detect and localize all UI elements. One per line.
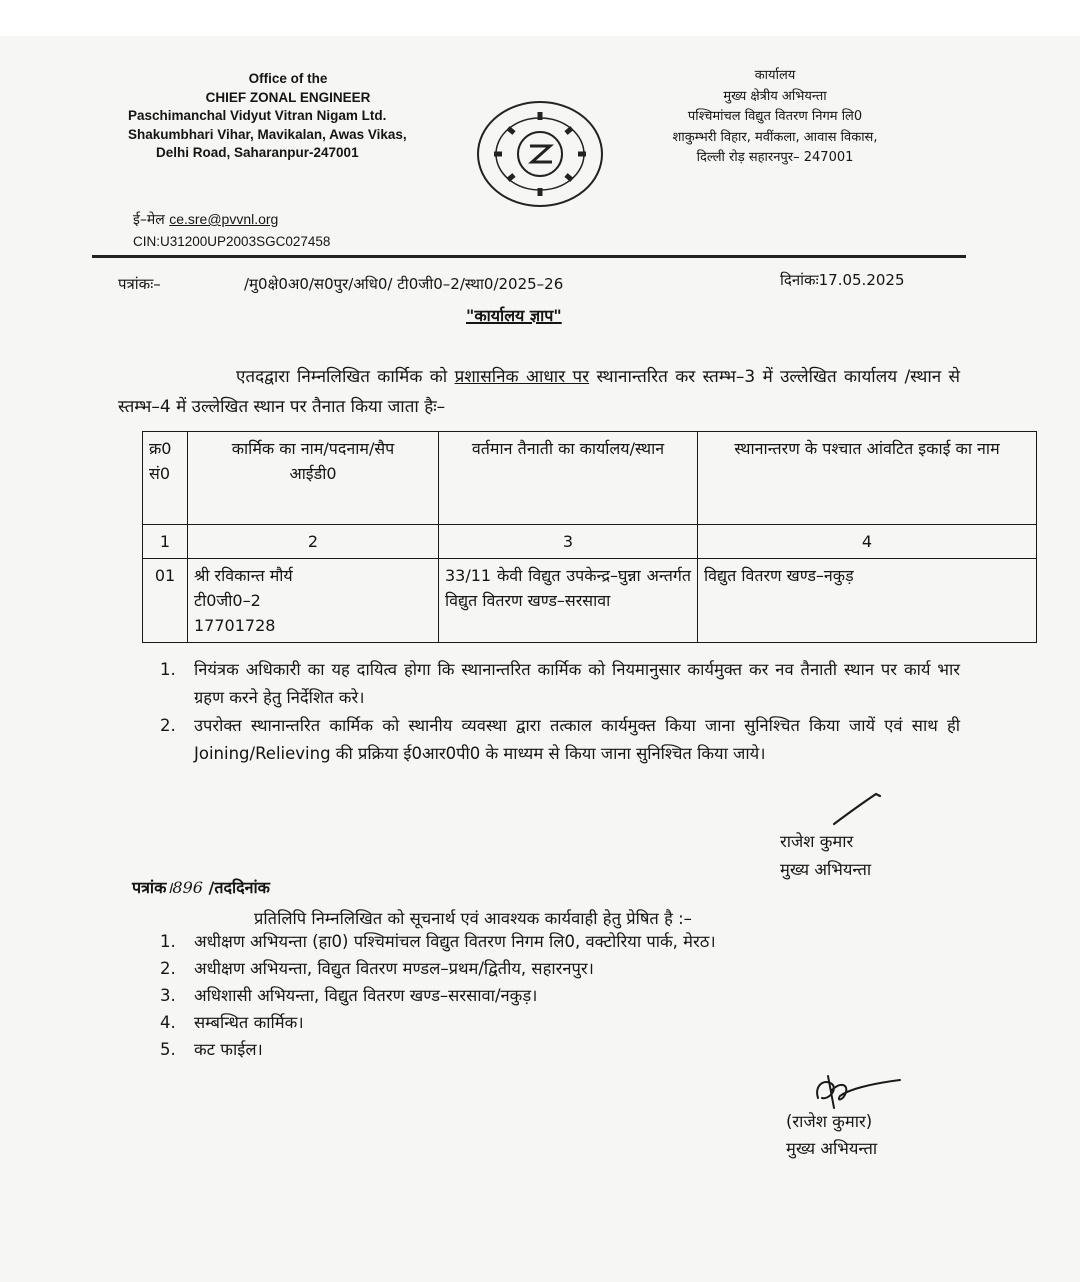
signatory-1-name: राजेश कुमार [780, 832, 854, 851]
intro-paragraph: एतदद्वारा निम्नलिखित कार्मिक को प्रशासनिक आधार पर स्थानान्तरित कर स्तम्भ–3 में उल्लेखित कार्यालय /स्थान से स्तम्भ–4 में उल्लेखित स्थान पर तैनात किया जाता हैः– [118, 367, 961, 417]
hindi-address-line-2: दिल्ली रोड़ सहारनपुर– 247001 [696, 150, 854, 165]
header-current-posting: वर्तमान तैनाती का कार्यालय/स्थान [439, 432, 698, 525]
list-item: 4. सम्बन्धित कार्मिक। [160, 1013, 304, 1032]
signatory-1 [780, 828, 871, 884]
hindi-chief-engineer: मुख्य क्षेत्रीय अभियन्ता [723, 88, 827, 104]
instruction-list [160, 656, 960, 768]
signature-mark-1 [772, 790, 892, 830]
table-row [143, 559, 1037, 643]
hindi-office-label: कार्यालय [754, 68, 796, 83]
company-name: Paschimanchal Vidyut Vitran Nigam Ltd. [128, 108, 387, 123]
row-new-unit: विद्युत वितरण खण्ड–नकुड़ [698, 559, 1037, 643]
intro-underlined: प्रशासनिक आधार पर [454, 367, 590, 387]
table-column-number-row [143, 525, 1037, 559]
pvvnl-seal-icon [474, 98, 606, 210]
table-header-row [143, 432, 1037, 525]
email-label: ई–मेल [133, 212, 165, 228]
col-num-4: 4 [698, 525, 1037, 559]
signatory-2 [786, 1108, 877, 1162]
hindi-company-name: पश्चिमांचल विद्युत वितरण निगम लि0 [687, 109, 863, 124]
row-employee [188, 559, 439, 643]
cin-number: CIN:U31200UP2003SGC027458 [133, 234, 331, 249]
address-line-1: Shakumbhari Vihar, Mavikalan, Awas Vikas, [128, 126, 407, 142]
memo-title: "कार्यालय ज्ञाप" [466, 306, 562, 325]
list-item: 2. उपरोक्त स्थानान्तरित कार्मिक को स्थानीय व्यवस्था द्वारा तत्काल कार्यमुक्त किया जाना सुनिश्चित किया जायें एवं साथ ही Joining/Relieving की प्रक्रिया ई0आर0पी0 के माध्यम से किया जाना सुनिश्चित किया जाये। [160, 716, 960, 763]
hindi-letterhead [630, 66, 920, 169]
copy-reference-number: ।896 [166, 878, 203, 897]
copy-reference: पत्रांक।896 /तददिनांक [132, 878, 270, 897]
employee-sap-id: 17701728 [194, 616, 276, 635]
list-item: 5. कट फाईल। [160, 1040, 263, 1059]
header-sn: क्र0 सं0 [143, 432, 188, 525]
email-link[interactable]: ce.sre@pvvnl.org [169, 211, 279, 227]
header-new-unit: स्थानान्तरण के पश्चात आंवटित इकाई का नाम [698, 432, 1037, 525]
reference-code: /मु0क्षे0अ0/स0पुर/अधि0/ टी0जी0–2/स्था0/2025–26 [244, 275, 564, 293]
hindi-address-line-1: शाकुम्भरी विहार, मवींकला, आवास विकास, [672, 129, 878, 145]
signatory-2-designation: मुख्य अभियन्ता [786, 1139, 878, 1158]
chief-zonal-engineer: CHIEF ZONAL ENGINEER [205, 89, 371, 105]
signatory-1-designation: मुख्य अभियन्ता [780, 860, 872, 879]
office-of-label: Office of the [248, 71, 328, 86]
copy-list [160, 928, 880, 1063]
reference-label: पत्रांकः– [118, 275, 161, 293]
signatory-2-name: (राजेश कुमार) [786, 1112, 873, 1131]
top-band [0, 0, 1080, 36]
employee-name: श्री रविकान्त मौर्य [194, 566, 293, 585]
english-letterhead [128, 70, 448, 163]
col-num-1: 1 [143, 525, 188, 559]
list-item: 3. अधिशासी अभियन्ता, विद्युत वितरण खण्ड–सरसावा/नकुड़। [160, 986, 538, 1005]
row-sn: 01 [143, 559, 188, 643]
list-item: 1. नियंत्रक अधिकारी का यह दायित्व होगा कि स्थानान्तरित कार्मिक को नियमानुसार कार्यमुक्त कर नव तैनाती स्थान पर कार्य भार ग्रहण करने हेतु निर्देशित करे। [160, 660, 960, 707]
list-item: 2. अधीक्षण अभियन्ता, विद्युत वितरण मण्डल–प्रथम/द्वितीय, सहारनपुर। [160, 959, 594, 978]
col-num-3: 3 [439, 525, 698, 559]
row-current-posting: 33/11 केवी विद्युत उपकेन्द्र–घुन्ना अन्तर्गत विद्युत वितरण खण्ड–सरसावा [439, 559, 698, 643]
transfer-table [142, 431, 1037, 643]
copy-intro: प्रतिलिपि निम्नलिखित को सूचनार्थ एवं आवश्यक कार्यवाही हेतु प्रेषित है :– [254, 909, 692, 928]
list-item: 1. अधीक्षण अभियन्ता (हा0) पश्चिमांचल विद्युत वितरण निगम लि0, वक्टोरिया पार्क, मेरठ। [160, 932, 716, 951]
col-num-2: 2 [188, 525, 439, 559]
employee-designation: टी0जी0–2 [194, 591, 261, 610]
header-name: कार्मिक का नाम/पदनाम/सैप आईडी0 [188, 432, 439, 525]
email-line [133, 210, 278, 229]
address-line-2: Delhi Road, Saharanpur-247001 [156, 145, 359, 160]
reference-date: दिनांकः17.05.2025 [780, 271, 905, 289]
header-divider [92, 255, 966, 258]
